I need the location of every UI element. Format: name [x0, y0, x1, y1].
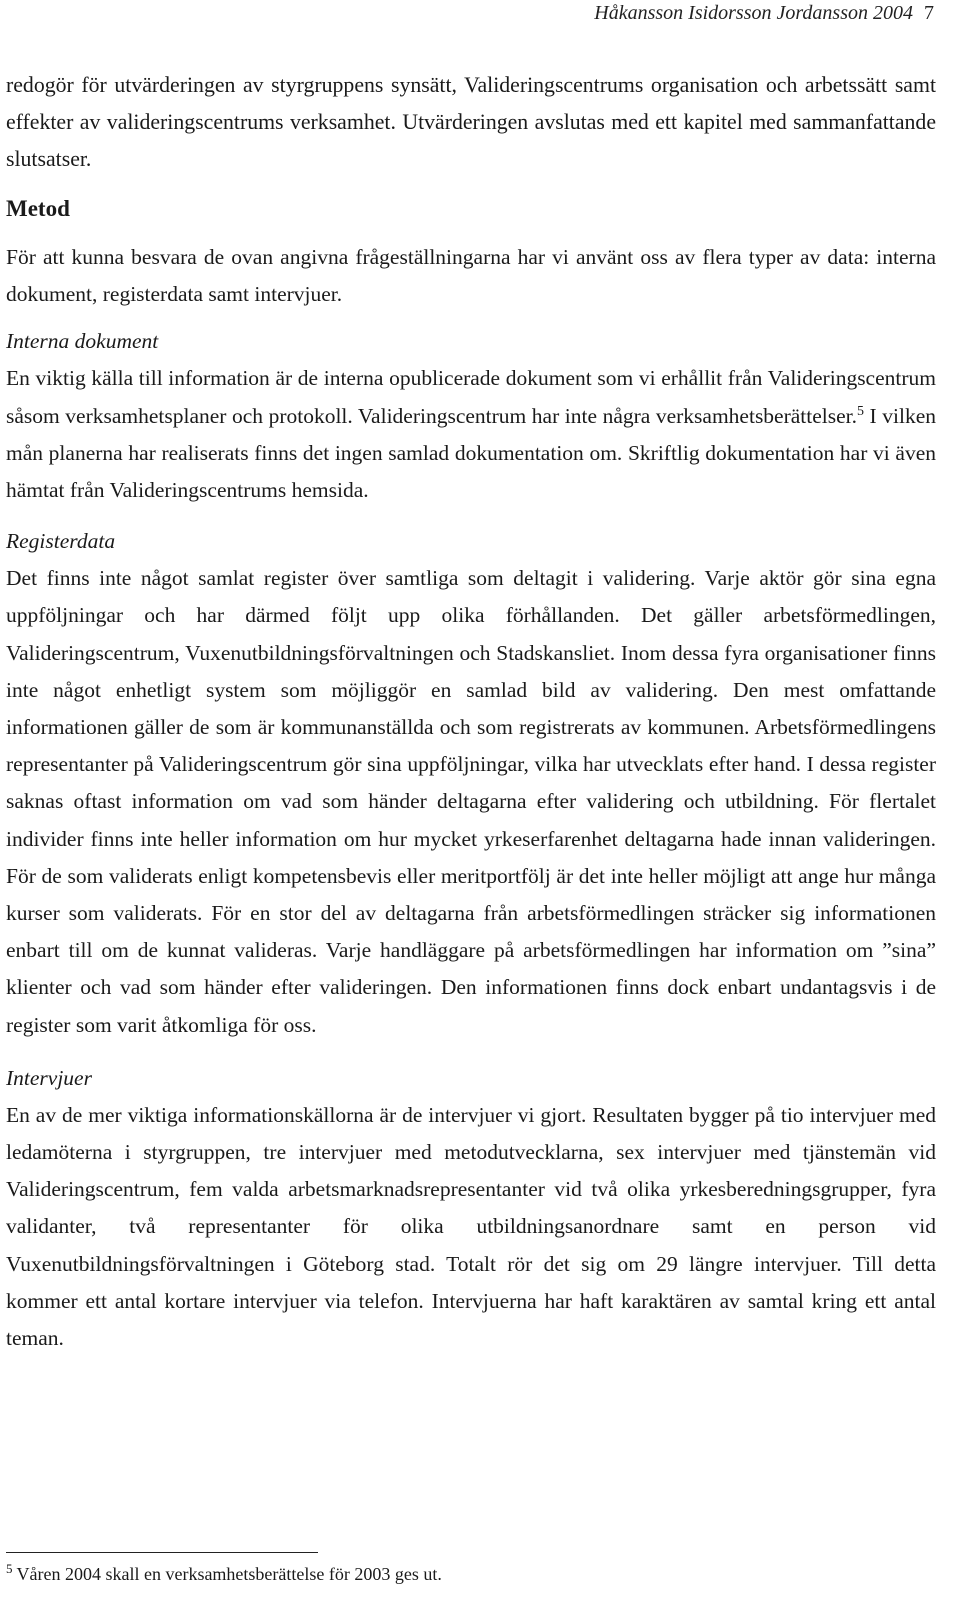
interna-text-part-2: I vilken mån planerna har realiserats finns det ingen samlad dokumentation om. Skriftlig dokumentation har vi även hämtat från Valideringscentrums hemsida. — [6, 403, 936, 503]
intervjuer-paragraph: En av de mer viktiga informationskällorna är de intervjuer vi gjort. Resultaten bygger på tio intervjuer med ledamöterna i styrgruppen, tre intervjuer med metodutvecklarna, sex intervjuer med tjänstemän vid Valideringscentrum, fem valda arbetsmarknadsrepresentanter vid två olika yrkesberedningsgrupper, fyra validanter, två representanter för olika utbildningsanordnare samt en person vid Vuxenutbildningsförvaltningen i Göteborg stad. Totalt rör det sig om 29 längre intervjuer. Till detta kommer ett antal kortare intervjuer via telefon. Intervjuerna har haft karaktären av samtal kring ett antal teman. — [6, 1102, 936, 1351]
main-content — [6, 67, 936, 1357]
subsection-heading-interna-dokument: Interna dokument — [6, 329, 159, 354]
interna-dokument-paragraph — [6, 360, 936, 509]
running-title: Håkansson Isidorsson Jordansson 2004 — [594, 2, 913, 24]
intro-paragraph: redogör för utvärderingen av styrgruppens synsätt, Valideringscentrums organisation och arbetssätt samt effekter av valideringscentrums verksamhet. Utvärderingen avslutas med ett kapitel med sammanfattande slutsatser. — [6, 73, 936, 171]
footnote-text: Våren 2004 skall en verksamhetsberättelse för 2003 ges ut. — [16, 1564, 442, 1584]
subsection-heading-intervjuer: Intervjuer — [6, 1065, 92, 1090]
footnote-divider — [6, 1552, 318, 1553]
running-header — [594, 0, 934, 26]
page-number: 7 — [924, 2, 934, 24]
metod-paragraph: För att kunna besvara de ovan angivna frågeställningarna har vi använt oss av flera typer av data: interna dokument, registerdata samt intervjuer. — [6, 245, 936, 307]
subsection-heading-registerdata: Registerdata — [6, 529, 116, 554]
footnote-reference[interactable]: 5 — [857, 403, 865, 419]
section-heading-metod: Metod — [6, 196, 70, 221]
registerdata-paragraph: Det finns inte något samlat register över samtliga som deltagit i validering. Varje aktör gör sina egna uppföljningar och har därmed följt upp olika förhållanden. Det gäller arbetsförmedlingen, Valideringscentrum, Vuxenutbildningsförvaltningen och Stadskansliet. Inom dessa fyra organisationer finns inte något enhetligt system som möjliggör en samlad bild av validering. Den mest omfattande informationen gäller de som är kommunanställda och som registrerats av kommunen. Arbetsförmedlingens representanter på Valideringscentrum gör sina uppföljningar, vilka har utvecklats efter hand. I dessa register saknas oftast information om vad som händer deltagarna efter validering och utbildning. För flertalet individer finns inte heller information om hur mycket yrkeserfarenhet deltagarna hade innan valideringen. För de som validerats enligt kompetensbevis eller meritportfölj är det inte heller möjligt att ange hur många kurser som validerats. För en stor del av deltagarna från arbetsförmedlingen sträcker sig informationen enbart till om de kunnat valideras. Varje handläggare på arbetsförmedlingen har information om ”sina” klienter och vad som händer efter valideringen. Den informationen finns dock enbart undantagsvis i de register som varit åtkomliga för oss. — [6, 566, 936, 1037]
interna-text-part-1: En viktig källa till information är de interna opublicerade dokument som vi erhållit från Valideringscentrum såsom verksamhetsplaner och protokoll. Valideringscentrum har inte några verksamhetsberättelser. — [6, 366, 936, 428]
footnote-number: 5 — [6, 1561, 13, 1576]
footnote — [6, 1561, 936, 1587]
